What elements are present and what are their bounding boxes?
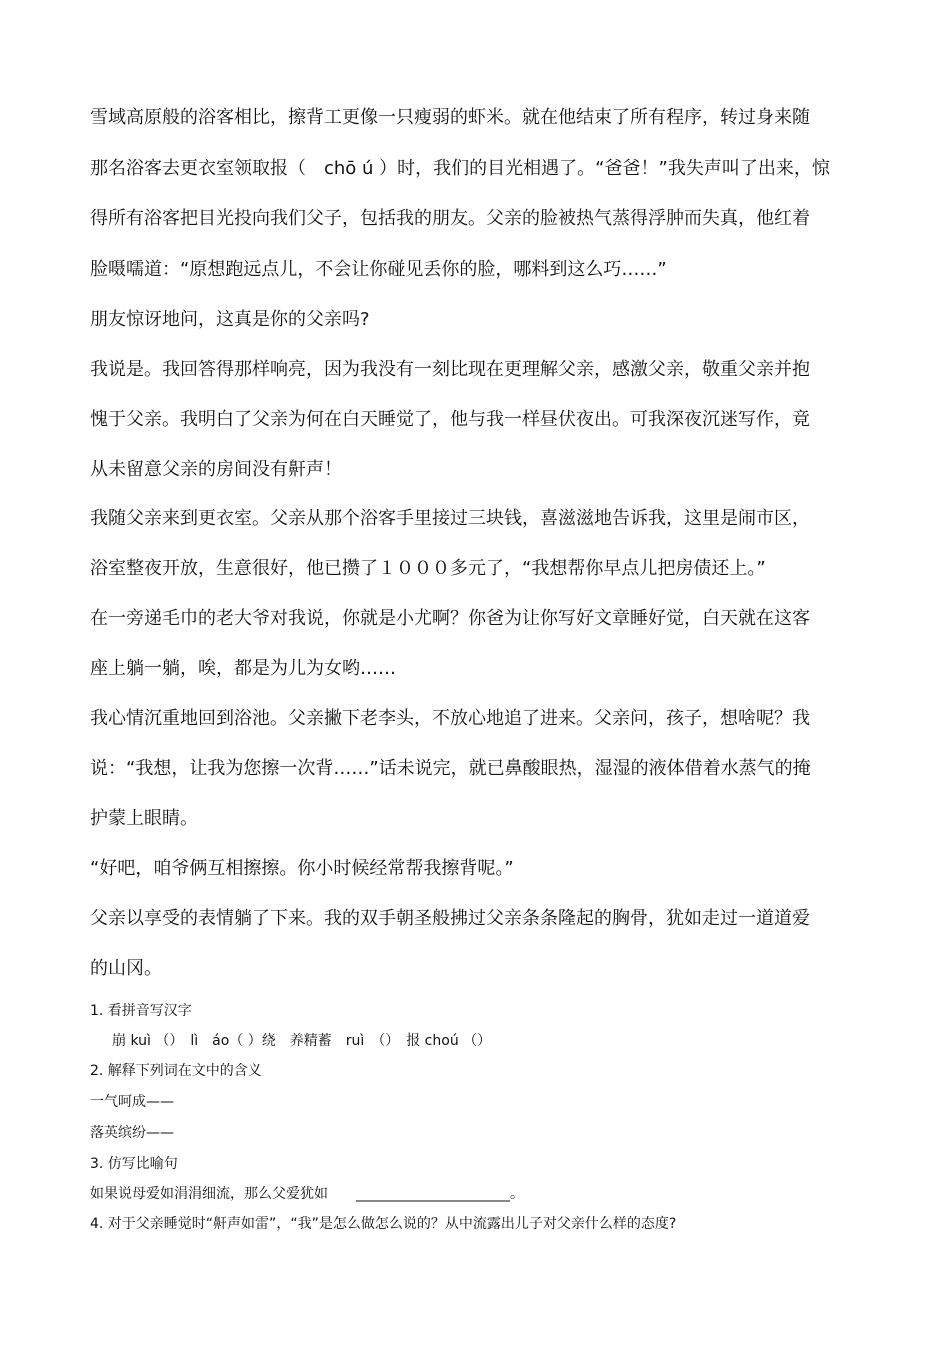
passage-line-12: 座上躺一躺，唉，都是为儿为女哟……	[90, 658, 396, 679]
passage-line-10: 浴室整夜开放，生意很好，他已攒了１０００多元了，“我想帮你早点儿把房债还上。”	[90, 558, 766, 579]
passage-line-1: 雪域高原般的浴客相比，擦背工更像一只瘦弱的虾米。就在他结束了所有程序，转过身来随	[90, 107, 810, 128]
passage-line-8: 从未留意父亲的房间没有鼾声！	[90, 459, 342, 480]
passage-line-15: 护蒙上眼睛。	[90, 808, 198, 829]
passage-line-18: 的山冈。	[90, 958, 162, 979]
question-2-title: 2. 解释下列词在文中的含义	[90, 1063, 262, 1079]
question-1-title: 1. 看拼音写汉字	[90, 1003, 192, 1019]
question-3-item: 如果说母爱如涓涓细流，那么父爱犹如 ______________________。	[90, 1186, 524, 1202]
passage-line-7: 愧于父亲。我明白了父亲为何在白天睡觉了，他与我一样昼伏夜出。可我深夜沉迷写作，竟	[90, 409, 810, 430]
question-2-item-2: 落英缤纷——	[90, 1125, 174, 1141]
passage-line-6: 我说是。我回答得那样响亮，因为我没有一刻比现在更理解父亲，感激父亲，敬重父亲并抱	[90, 359, 810, 380]
passage-line-17: 父亲以享受的表情躺了下来。我的双手朝圣般拂过父亲条条隆起的胸骨，犹如走过一道道爱	[90, 908, 810, 929]
question-1-items: 崩 kuì （） lì áo（ ）绕 养精蓄 ruì （） 报 chоú （）	[112, 1033, 492, 1049]
passage-line-3: 得所有浴客把目光投向我们父子，包括我的朋友。父亲的脸被热气蒸得浮肿而失真，他红着	[90, 208, 810, 229]
question-2-item-1: 一气呵成——	[90, 1094, 174, 1110]
passage-line-9: 我随父亲来到更衣室。父亲从那个浴客手里接过三块钱，喜滋滋地告诉我，这里是闹市区，	[90, 508, 810, 529]
question-3-title: 3. 仿写比喻句	[90, 1156, 178, 1172]
passage-line-14: 说：“我想，让我为您擦一次背……”话未说完，就已鼻酸眼热，湿湿的液体借着水蒸气的掩	[90, 758, 811, 779]
question-4-title: 4. 对于父亲睡觉时“鼾声如雷”，“我”是怎么做怎么说的？从中流露出儿子对父亲什么样的态度?	[90, 1216, 677, 1232]
passage-line-16: “好吧，咱爷俩互相擦擦。你小时候经常帮我擦背呢。”	[90, 858, 514, 879]
passage-line-2: 那名浴客去更衣室领取报（ chō ú ）时，我们的目光相遇了。“爸爸！”我失声叫了出来，惊	[90, 158, 830, 179]
passage-line-11: 在一旁递毛巾的老大爷对我说，你就是小尤啊？你爸为让你写好文章睡好觉，白天就在这客	[90, 608, 810, 629]
passage-line-4: 脸嗫嚅道：“原想跑远点儿，不会让你碰见丢你的脸，哪料到这么巧……”	[90, 259, 667, 280]
passage-line-13: 我心情沉重地回到浴池。父亲撇下老李头，不放心地追了进来。父亲问，孩子，想啥呢？我	[90, 708, 810, 729]
passage-line-5: 朋友惊讶地问，这真是你的父亲吗?	[90, 309, 370, 330]
